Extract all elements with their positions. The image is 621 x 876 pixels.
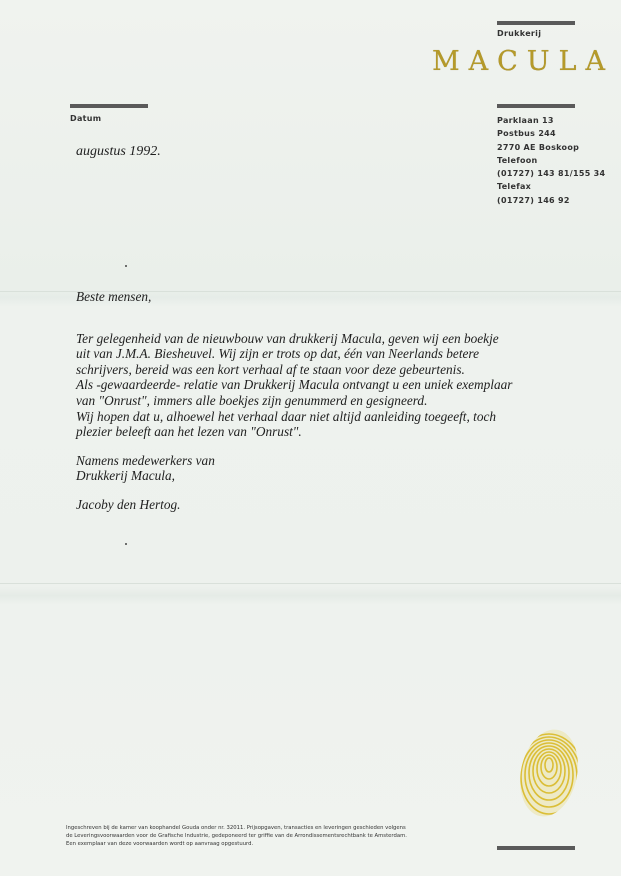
address-line-postbus: Postbus 244: [497, 129, 556, 139]
punch-mark-bottom: [125, 543, 127, 545]
letterhead-rule: [497, 21, 575, 25]
datum-rule: [70, 104, 148, 108]
address-line-city: 2770 AE Boskoop: [497, 142, 580, 152]
datum-label: Datum: [70, 114, 102, 123]
closing-company: Drukkerij Macula,: [76, 468, 175, 484]
body-paragraph: [76, 331, 546, 440]
body-line: plezier beleeft aan het lezen van "Onrust".: [76, 424, 302, 440]
company-prefix: Drukkerij: [497, 29, 542, 38]
footer-rule: [497, 846, 575, 850]
body-line: schrijvers, bereid was een kort verhaal af te staan voor deze gebeurtenis.: [76, 361, 465, 377]
address-line-fax-label: Telefax: [497, 182, 532, 192]
letter-date: augustus 1992.: [76, 144, 161, 159]
legal-footer: [66, 824, 506, 848]
thumbprint-icon: [511, 725, 591, 825]
body-line: van "Onrust", immers alle boekjes zijn genummerd en gesigneerd.: [76, 392, 428, 408]
body-line: uit van J.M.A. Biesheuvel. Wij zijn er trots op dat, één van Neerlands betere: [76, 346, 480, 362]
letter-body: [76, 289, 546, 513]
address-line-phone-label: Telefoon: [497, 155, 538, 165]
body-line: Wij hopen dat u, alhoewel het verhaal daar niet altijd aanleiding toegeeft, toch: [76, 408, 497, 424]
footer-line: Ingeschreven bij de kamer van koophandel Gouda onder nr. 32011. Prijsopgaven, transacties en leveringen geschieden volgens: [66, 825, 406, 831]
address-block: [497, 114, 605, 207]
body-line: Als -gewaardeerde- relatie van Drukkerij Macula ontvangt u een uniek exemplaar: [76, 377, 513, 393]
signature-name: Jacoby den Hertog.: [76, 496, 181, 512]
salutation: Beste mensen,: [76, 289, 152, 304]
address-line-phone: (01727) 143 81/155 34: [497, 169, 606, 179]
fold-line-bottom: [0, 583, 621, 584]
company-logo: MACULA: [432, 46, 614, 77]
address-line-street: Parklaan 13: [497, 116, 554, 125]
punch-mark-top: [125, 265, 127, 267]
body-line: Ter gelegenheid van de nieuwbouw van drukkerij Macula, geven wij een boekje: [76, 330, 499, 346]
footer-line: Een exemplaar van deze voorwaarden wordt op aanvraag opgestuurd.: [66, 841, 254, 847]
address-line-fax: (01727) 146 92: [497, 195, 570, 205]
closing-line: Namens medewerkers van: [76, 452, 215, 468]
footer-line: de Leveringsvoorwaarden voor de Grafische Industrie, gedeponeerd ter griffie van de Arrondissementsrechtbank te Amsterdam.: [66, 833, 407, 839]
address-rule: [497, 104, 575, 108]
